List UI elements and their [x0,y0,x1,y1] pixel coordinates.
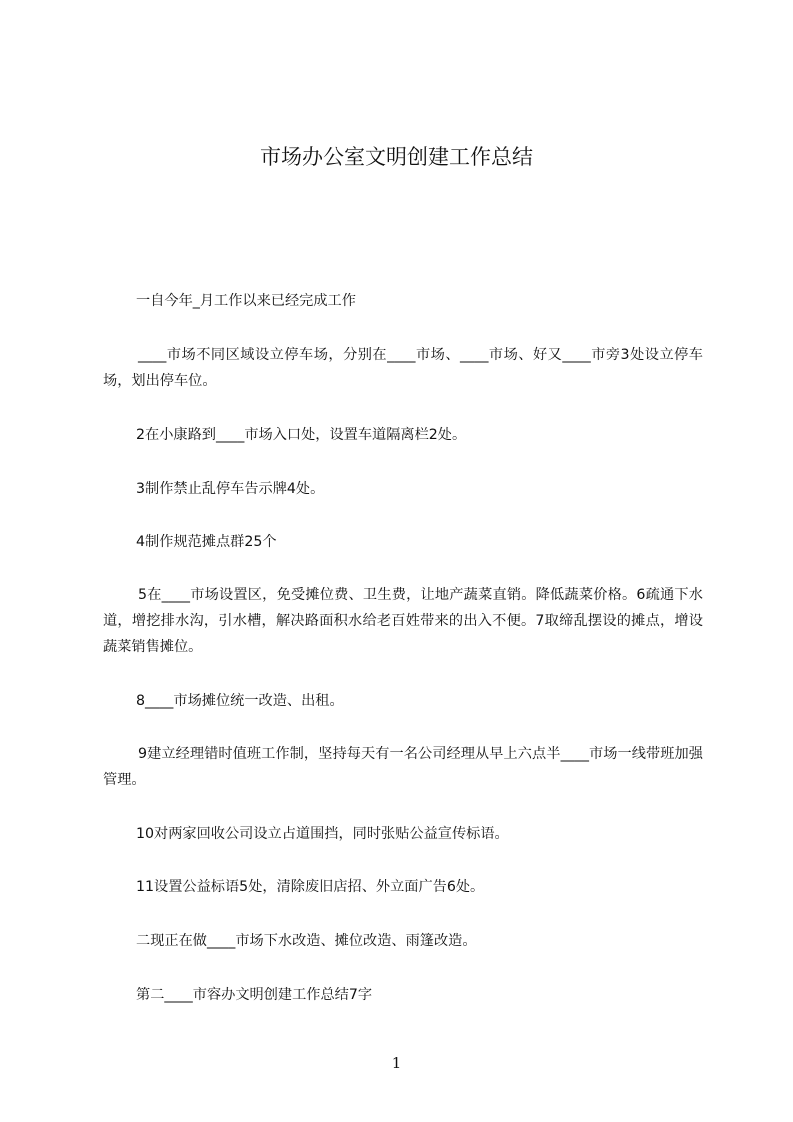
document-title: 市场办公室文明创建工作总结 [260,145,533,169]
paragraph-12: 第二____市容办文明创建工作总结7字 [136,987,373,1003]
paragraph-1: 一自今年_月工作以来已经完成工作 [136,293,356,309]
paragraph-5: 4制作规范摊点群25个 [136,534,277,550]
paragraph-8: 9建立经理错时值班工作制，坚持每天有一名公司经理从早上六点半____市场一线带班加强管理。 [103,746,703,788]
paragraph-4: 3制作禁止乱停车告示牌4处。 [136,481,325,497]
paragraph-6: 5在____市场设置区，免受摊位费、卫生费，让地产蔬菜直销。降低蔬菜价格。6疏通下水道，增挖排水沟，引水槽，解决路面积水给老百姓带来的出入不便。7取缔乱摆设的摊点，增设蔬菜销售摊位。 [103,587,703,655]
page-number: 1 [391,1054,402,1072]
paragraph-11: 二现正在做____市场下水改造、摊位改造、雨篷改造。 [136,933,477,949]
paragraph-2: ____市场不同区域设立停车场，分别在____市场、____市场、好又____市旁3处设立停车场，划出停车位。 [103,347,703,389]
paragraph-10: 11设置公益标语5处，清除废旧店招、外立面广告6处。 [136,879,485,895]
paragraph-9: 10对两家回收公司设立占道围挡，同时张贴公益宣传标语。 [136,826,509,842]
paragraph-7: 8____市场摊位统一改造、出租。 [136,693,344,709]
paragraph-3: 2在小康路到____市场入口处，设置车道隔离栏2处。 [136,427,467,443]
